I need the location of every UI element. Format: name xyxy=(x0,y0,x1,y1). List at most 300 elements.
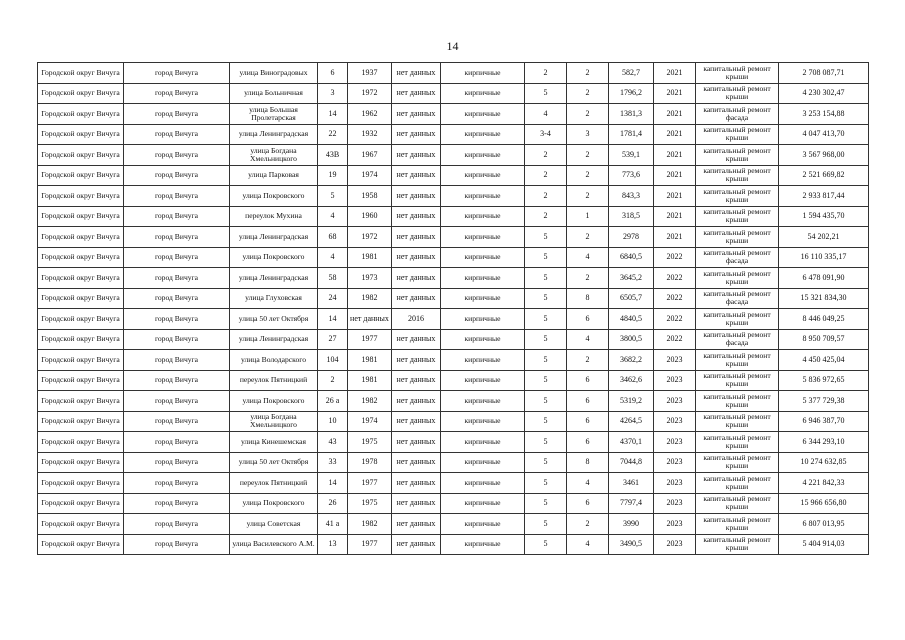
okrug-cell: Городской округ Вичуга xyxy=(38,514,124,535)
okrug-cell: Городской округ Вичуга xyxy=(38,124,124,145)
wall-material-cell: кирпичные xyxy=(441,186,525,207)
house-number-cell: 26 xyxy=(318,493,348,514)
floors-cell: 5 xyxy=(525,452,567,473)
entrances-cell: 6 xyxy=(567,309,609,330)
entrances-cell: 6 xyxy=(567,391,609,412)
cost-cell: 4 450 425,04 xyxy=(779,350,869,371)
table-row xyxy=(38,186,869,207)
year-overhaul-cell: нет данных xyxy=(392,534,441,555)
work-type-cell: капитальный ремонт крыши xyxy=(696,391,779,412)
cost-cell: 8 950 709,57 xyxy=(779,329,869,350)
city-cell: город Вичуга xyxy=(124,165,230,186)
year-built-cell: 1982 xyxy=(348,391,392,412)
street-cell: улица Покровского xyxy=(230,391,318,412)
okrug-cell: Городской округ Вичуга xyxy=(38,411,124,432)
city-cell: город Вичуга xyxy=(124,411,230,432)
house-number-cell: 27 xyxy=(318,329,348,350)
table-body xyxy=(38,63,869,555)
cost-cell: 15 321 834,30 xyxy=(779,288,869,309)
house-number-cell: 43В xyxy=(318,145,348,166)
area-cell: 1796,2 xyxy=(609,83,654,104)
year-overhaul-cell: нет данных xyxy=(392,493,441,514)
entrances-cell: 2 xyxy=(567,63,609,84)
plan-year-cell: 2021 xyxy=(654,145,696,166)
plan-year-cell: 2021 xyxy=(654,83,696,104)
city-cell: город Вичуга xyxy=(124,432,230,453)
city-cell: город Вичуга xyxy=(124,329,230,350)
table-row xyxy=(38,432,869,453)
street-cell: улица Василевского А.М. xyxy=(230,534,318,555)
cost-cell: 4 221 842,33 xyxy=(779,473,869,494)
year-built-cell: 1982 xyxy=(348,288,392,309)
okrug-cell: Городской округ Вичуга xyxy=(38,227,124,248)
cost-cell: 5 836 972,65 xyxy=(779,370,869,391)
table-row xyxy=(38,104,869,125)
table-row xyxy=(38,288,869,309)
year-built-cell: 1972 xyxy=(348,83,392,104)
street-cell: улица Парковая xyxy=(230,165,318,186)
entrances-cell: 6 xyxy=(567,370,609,391)
work-type-cell: капитальный ремонт крыши xyxy=(696,309,779,330)
house-number-cell: 14 xyxy=(318,473,348,494)
year-overhaul-cell: нет данных xyxy=(392,391,441,412)
house-number-cell: 13 xyxy=(318,534,348,555)
year-overhaul-cell: нет данных xyxy=(392,165,441,186)
year-overhaul-cell: нет данных xyxy=(392,63,441,84)
table-row xyxy=(38,268,869,289)
area-cell: 3462,6 xyxy=(609,370,654,391)
okrug-cell: Городской округ Вичуга xyxy=(38,452,124,473)
year-overhaul-cell: нет данных xyxy=(392,514,441,535)
table-row xyxy=(38,452,869,473)
plan-year-cell: 2021 xyxy=(654,63,696,84)
entrances-cell: 2 xyxy=(567,227,609,248)
wall-material-cell: кирпичные xyxy=(441,247,525,268)
floors-cell: 5 xyxy=(525,473,567,494)
entrances-cell: 2 xyxy=(567,514,609,535)
floors-cell: 5 xyxy=(525,83,567,104)
housing-register-table xyxy=(37,62,869,555)
plan-year-cell: 2021 xyxy=(654,186,696,207)
year-overhaul-cell: нет данных xyxy=(392,288,441,309)
area-cell: 2978 xyxy=(609,227,654,248)
table-row xyxy=(38,391,869,412)
table-row xyxy=(38,473,869,494)
floors-cell: 2 xyxy=(525,63,567,84)
house-number-cell: 2 xyxy=(318,370,348,391)
wall-material-cell: кирпичные xyxy=(441,227,525,248)
year-overhaul-cell: нет данных xyxy=(392,104,441,125)
work-type-cell: капитальный ремонт крыши xyxy=(696,145,779,166)
year-overhaul-cell: нет данных xyxy=(392,350,441,371)
entrances-cell: 4 xyxy=(567,247,609,268)
area-cell: 5319,2 xyxy=(609,391,654,412)
okrug-cell: Городской округ Вичуга xyxy=(38,104,124,125)
year-overhaul-cell: нет данных xyxy=(392,227,441,248)
street-cell: улица Советская xyxy=(230,514,318,535)
entrances-cell: 6 xyxy=(567,411,609,432)
wall-material-cell: кирпичные xyxy=(441,165,525,186)
city-cell: город Вичуга xyxy=(124,83,230,104)
table-row xyxy=(38,411,869,432)
city-cell: город Вичуга xyxy=(124,186,230,207)
wall-material-cell: кирпичные xyxy=(441,370,525,391)
city-cell: город Вичуга xyxy=(124,473,230,494)
year-overhaul-cell: нет данных xyxy=(392,473,441,494)
area-cell: 3990 xyxy=(609,514,654,535)
house-number-cell: 5 xyxy=(318,186,348,207)
year-overhaul-cell: нет данных xyxy=(392,432,441,453)
plan-year-cell: 2023 xyxy=(654,493,696,514)
cost-cell: 2 933 817,44 xyxy=(779,186,869,207)
area-cell: 1381,3 xyxy=(609,104,654,125)
entrances-cell: 2 xyxy=(567,186,609,207)
work-type-cell: капитальный ремонт крыши xyxy=(696,165,779,186)
okrug-cell: Городской округ Вичуга xyxy=(38,329,124,350)
cost-cell: 1 594 435,70 xyxy=(779,206,869,227)
okrug-cell: Городской округ Вичуга xyxy=(38,288,124,309)
area-cell: 3461 xyxy=(609,473,654,494)
page-number: 14 xyxy=(446,39,459,53)
cost-cell: 8 446 049,25 xyxy=(779,309,869,330)
area-cell: 4840,5 xyxy=(609,309,654,330)
table-row xyxy=(38,145,869,166)
wall-material-cell: кирпичные xyxy=(441,329,525,350)
work-type-cell: капитальный ремонт крыши xyxy=(696,370,779,391)
floors-cell: 5 xyxy=(525,370,567,391)
work-type-cell: капитальный ремонт крыши xyxy=(696,432,779,453)
street-cell: улица 50 лет Октября xyxy=(230,309,318,330)
table-row xyxy=(38,309,869,330)
year-overhaul-cell: нет данных xyxy=(392,186,441,207)
year-overhaul-cell: нет данных xyxy=(392,411,441,432)
house-number-cell: 68 xyxy=(318,227,348,248)
street-cell: улица 50 лет Октября xyxy=(230,452,318,473)
entrances-cell: 6 xyxy=(567,432,609,453)
city-cell: город Вичуга xyxy=(124,288,230,309)
street-cell: улица Ленинградская xyxy=(230,227,318,248)
work-type-cell: капитальный ремонт крыши xyxy=(696,186,779,207)
plan-year-cell: 2023 xyxy=(654,432,696,453)
cost-cell: 6 946 387,70 xyxy=(779,411,869,432)
plan-year-cell: 2023 xyxy=(654,452,696,473)
work-type-cell: капитальный ремонт крыши xyxy=(696,473,779,494)
okrug-cell: Городской округ Вичуга xyxy=(38,432,124,453)
cost-cell: 6 478 091,90 xyxy=(779,268,869,289)
street-cell: улица Глуховская xyxy=(230,288,318,309)
plan-year-cell: 2022 xyxy=(654,309,696,330)
okrug-cell: Городской округ Вичуга xyxy=(38,145,124,166)
street-cell: переулок Пятницкий xyxy=(230,473,318,494)
wall-material-cell: кирпичные xyxy=(441,145,525,166)
city-cell: город Вичуга xyxy=(124,514,230,535)
cost-cell: 6 344 293,10 xyxy=(779,432,869,453)
house-number-cell: 3 xyxy=(318,83,348,104)
plan-year-cell: 2023 xyxy=(654,350,696,371)
entrances-cell: 2 xyxy=(567,268,609,289)
floors-cell: 5 xyxy=(525,268,567,289)
work-type-cell: капитальный ремонт крыши xyxy=(696,514,779,535)
year-built-cell: нет данных xyxy=(348,309,392,330)
street-cell: улица Ленинградская xyxy=(230,268,318,289)
city-cell: город Вичуга xyxy=(124,145,230,166)
area-cell: 773,6 xyxy=(609,165,654,186)
okrug-cell: Городской округ Вичуга xyxy=(38,309,124,330)
floors-cell: 2 xyxy=(525,145,567,166)
street-cell: улица Большая Пролетарская xyxy=(230,104,318,125)
year-built-cell: 1975 xyxy=(348,493,392,514)
cost-cell: 4 230 302,47 xyxy=(779,83,869,104)
okrug-cell: Городской округ Вичуга xyxy=(38,268,124,289)
year-overhaul-cell: нет данных xyxy=(392,145,441,166)
year-built-cell: 1981 xyxy=(348,247,392,268)
house-number-cell: 43 xyxy=(318,432,348,453)
city-cell: город Вичуга xyxy=(124,268,230,289)
street-cell: улица Виноградовых xyxy=(230,63,318,84)
year-built-cell: 1981 xyxy=(348,350,392,371)
entrances-cell: 4 xyxy=(567,329,609,350)
work-type-cell: капитальный ремонт крыши xyxy=(696,493,779,514)
year-built-cell: 1932 xyxy=(348,124,392,145)
floors-cell: 5 xyxy=(525,288,567,309)
entrances-cell: 2 xyxy=(567,104,609,125)
entrances-cell: 2 xyxy=(567,83,609,104)
wall-material-cell: кирпичные xyxy=(441,432,525,453)
table-row xyxy=(38,350,869,371)
cost-cell: 3 253 154,88 xyxy=(779,104,869,125)
plan-year-cell: 2023 xyxy=(654,391,696,412)
okrug-cell: Городской округ Вичуга xyxy=(38,493,124,514)
year-overhaul-cell: 2016 xyxy=(392,309,441,330)
wall-material-cell: кирпичные xyxy=(441,83,525,104)
table-row xyxy=(38,83,869,104)
work-type-cell: капитальный ремонт крыши xyxy=(696,227,779,248)
floors-cell: 5 xyxy=(525,514,567,535)
house-number-cell: 4 xyxy=(318,206,348,227)
year-overhaul-cell: нет данных xyxy=(392,268,441,289)
area-cell: 318,5 xyxy=(609,206,654,227)
floors-cell: 2 xyxy=(525,165,567,186)
work-type-cell: капитальный ремонт крыши xyxy=(696,411,779,432)
wall-material-cell: кирпичные xyxy=(441,63,525,84)
cost-cell: 16 110 335,17 xyxy=(779,247,869,268)
floors-cell: 2 xyxy=(525,186,567,207)
area-cell: 6505,7 xyxy=(609,288,654,309)
house-number-cell: 22 xyxy=(318,124,348,145)
table-row xyxy=(38,370,869,391)
wall-material-cell: кирпичные xyxy=(441,124,525,145)
table-row xyxy=(38,227,869,248)
entrances-cell: 2 xyxy=(567,350,609,371)
year-built-cell: 1974 xyxy=(348,411,392,432)
house-number-cell: 19 xyxy=(318,165,348,186)
table-row xyxy=(38,124,869,145)
okrug-cell: Городской округ Вичуга xyxy=(38,534,124,555)
okrug-cell: Городской округ Вичуга xyxy=(38,370,124,391)
work-type-cell: капитальный ремонт крыши xyxy=(696,63,779,84)
year-built-cell: 1962 xyxy=(348,104,392,125)
okrug-cell: Городской округ Вичуга xyxy=(38,247,124,268)
street-cell: улица Ленинградская xyxy=(230,124,318,145)
work-type-cell: капитальный ремонт фасада xyxy=(696,104,779,125)
table-row xyxy=(38,329,869,350)
year-overhaul-cell: нет данных xyxy=(392,206,441,227)
floors-cell: 5 xyxy=(525,432,567,453)
year-built-cell: 1977 xyxy=(348,534,392,555)
house-number-cell: 104 xyxy=(318,350,348,371)
entrances-cell: 8 xyxy=(567,288,609,309)
floors-cell: 5 xyxy=(525,391,567,412)
house-number-cell: 6 xyxy=(318,63,348,84)
city-cell: город Вичуга xyxy=(124,493,230,514)
year-built-cell: 1973 xyxy=(348,268,392,289)
area-cell: 3645,2 xyxy=(609,268,654,289)
table-row xyxy=(38,514,869,535)
floors-cell: 5 xyxy=(525,309,567,330)
entrances-cell: 6 xyxy=(567,493,609,514)
work-type-cell: капитальный ремонт крыши xyxy=(696,350,779,371)
house-number-cell: 14 xyxy=(318,309,348,330)
work-type-cell: капитальный ремонт крыши xyxy=(696,83,779,104)
year-built-cell: 1982 xyxy=(348,514,392,535)
wall-material-cell: кирпичные xyxy=(441,309,525,330)
work-type-cell: капитальный ремонт фасада xyxy=(696,329,779,350)
okrug-cell: Городской округ Вичуга xyxy=(38,473,124,494)
entrances-cell: 4 xyxy=(567,534,609,555)
work-type-cell: капитальный ремонт крыши xyxy=(696,206,779,227)
work-type-cell: капитальный ремонт крыши xyxy=(696,452,779,473)
area-cell: 6840,5 xyxy=(609,247,654,268)
floors-cell: 5 xyxy=(525,493,567,514)
city-cell: город Вичуга xyxy=(124,227,230,248)
table-row xyxy=(38,165,869,186)
city-cell: город Вичуга xyxy=(124,124,230,145)
city-cell: город Вичуга xyxy=(124,104,230,125)
work-type-cell: капитальный ремонт фасада xyxy=(696,247,779,268)
year-built-cell: 1977 xyxy=(348,473,392,494)
entrances-cell: 4 xyxy=(567,473,609,494)
year-built-cell: 1974 xyxy=(348,165,392,186)
area-cell: 4264,5 xyxy=(609,411,654,432)
floors-cell: 5 xyxy=(525,411,567,432)
city-cell: город Вичуга xyxy=(124,63,230,84)
plan-year-cell: 2021 xyxy=(654,165,696,186)
cost-cell: 2 521 669,82 xyxy=(779,165,869,186)
city-cell: город Вичуга xyxy=(124,370,230,391)
area-cell: 4370,1 xyxy=(609,432,654,453)
wall-material-cell: кирпичные xyxy=(441,350,525,371)
wall-material-cell: кирпичные xyxy=(441,268,525,289)
work-type-cell: капитальный ремонт крыши xyxy=(696,534,779,555)
street-cell: улица Кинешемская xyxy=(230,432,318,453)
plan-year-cell: 2021 xyxy=(654,124,696,145)
okrug-cell: Городской округ Вичуга xyxy=(38,206,124,227)
okrug-cell: Городской округ Вичуга xyxy=(38,391,124,412)
floors-cell: 2 xyxy=(525,206,567,227)
plan-year-cell: 2023 xyxy=(654,534,696,555)
wall-material-cell: кирпичные xyxy=(441,411,525,432)
street-cell: переулок Пятницкий xyxy=(230,370,318,391)
entrances-cell: 2 xyxy=(567,165,609,186)
floors-cell: 5 xyxy=(525,247,567,268)
cost-cell: 5 404 914,03 xyxy=(779,534,869,555)
cost-cell: 6 807 013,95 xyxy=(779,514,869,535)
work-type-cell: капитальный ремонт крыши xyxy=(696,268,779,289)
city-cell: город Вичуга xyxy=(124,206,230,227)
okrug-cell: Городской округ Вичуга xyxy=(38,63,124,84)
plan-year-cell: 2021 xyxy=(654,206,696,227)
plan-year-cell: 2021 xyxy=(654,104,696,125)
floors-cell: 5 xyxy=(525,227,567,248)
wall-material-cell: кирпичные xyxy=(441,391,525,412)
year-built-cell: 1975 xyxy=(348,432,392,453)
city-cell: город Вичуга xyxy=(124,534,230,555)
cost-cell: 2 708 087,71 xyxy=(779,63,869,84)
floors-cell: 5 xyxy=(525,329,567,350)
plan-year-cell: 2022 xyxy=(654,329,696,350)
okrug-cell: Городской округ Вичуга xyxy=(38,350,124,371)
area-cell: 1781,4 xyxy=(609,124,654,145)
plan-year-cell: 2023 xyxy=(654,514,696,535)
wall-material-cell: кирпичные xyxy=(441,104,525,125)
year-overhaul-cell: нет данных xyxy=(392,370,441,391)
year-built-cell: 1958 xyxy=(348,186,392,207)
house-number-cell: 10 xyxy=(318,411,348,432)
floors-cell: 5 xyxy=(525,350,567,371)
okrug-cell: Городской округ Вичуга xyxy=(38,186,124,207)
plan-year-cell: 2023 xyxy=(654,473,696,494)
year-overhaul-cell: нет данных xyxy=(392,452,441,473)
floors-cell: 4 xyxy=(525,104,567,125)
house-number-cell: 14 xyxy=(318,104,348,125)
street-cell: улица Богдана Хмельницкого xyxy=(230,411,318,432)
year-built-cell: 1937 xyxy=(348,63,392,84)
street-cell: улица Больничная xyxy=(230,83,318,104)
city-cell: город Вичуга xyxy=(124,247,230,268)
plan-year-cell: 2023 xyxy=(654,370,696,391)
street-cell: переулок Мухина xyxy=(230,206,318,227)
table-row xyxy=(38,247,869,268)
table-row xyxy=(38,63,869,84)
house-number-cell: 58 xyxy=(318,268,348,289)
entrances-cell: 8 xyxy=(567,452,609,473)
year-overhaul-cell: нет данных xyxy=(392,247,441,268)
plan-year-cell: 2022 xyxy=(654,288,696,309)
year-overhaul-cell: нет данных xyxy=(392,329,441,350)
floors-cell: 3-4 xyxy=(525,124,567,145)
cost-cell: 54 202,21 xyxy=(779,227,869,248)
city-cell: город Вичуга xyxy=(124,391,230,412)
cost-cell: 4 047 413,70 xyxy=(779,124,869,145)
year-built-cell: 1972 xyxy=(348,227,392,248)
wall-material-cell: кирпичные xyxy=(441,206,525,227)
plan-year-cell: 2021 xyxy=(654,227,696,248)
house-number-cell: 41 а xyxy=(318,514,348,535)
year-built-cell: 1981 xyxy=(348,370,392,391)
street-cell: улица Покровского xyxy=(230,186,318,207)
area-cell: 539,1 xyxy=(609,145,654,166)
area-cell: 843,3 xyxy=(609,186,654,207)
city-cell: город Вичуга xyxy=(124,350,230,371)
area-cell: 582,7 xyxy=(609,63,654,84)
house-number-cell: 4 xyxy=(318,247,348,268)
table-row xyxy=(38,493,869,514)
wall-material-cell: кирпичные xyxy=(441,452,525,473)
plan-year-cell: 2022 xyxy=(654,268,696,289)
okrug-cell: Городской округ Вичуга xyxy=(38,165,124,186)
area-cell: 3682,2 xyxy=(609,350,654,371)
street-cell: улица Богдана Хмельницкого xyxy=(230,145,318,166)
